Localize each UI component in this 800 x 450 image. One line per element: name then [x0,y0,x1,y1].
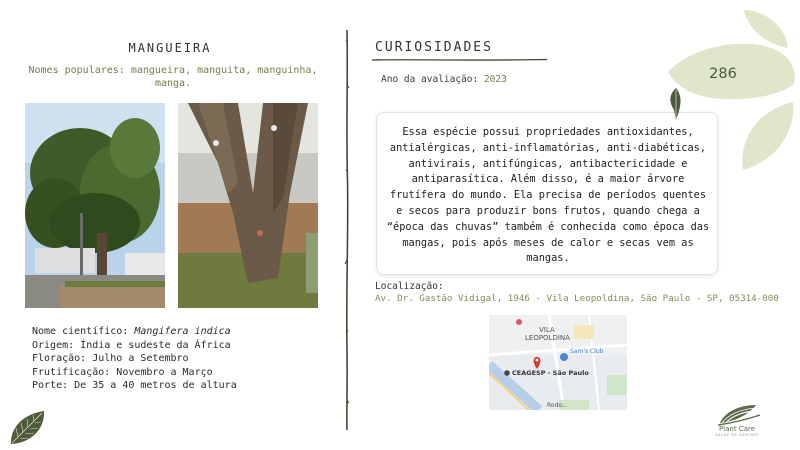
location-map[interactable] [489,315,627,410]
curiosity-text: Essa espécie possui propriedades antioxidantes, antialérgicas, anti-inflamatórias, anti-diabéticas, antivirais, antifúngicas, antibactericidade e antiparasítica. Além disso, é a maior árvore frutífera do mundo. Ela precisa de períodos quentes e secos para produzir bons frutos, quando chega a “época das chuvas” também é conhecida como época das mangas, pois após meses de calor e secas vem as mangas. [386,126,710,265]
location-address: Av. Dr. Gastão Vidigal, 1946 - Vila Leopoldina, São Paulo - SP, 05314-000 [375,293,779,304]
page-number-badge: 286 [709,66,737,82]
leaf-cluster-icon [668,0,800,185]
logo-name: Plant Care [718,425,756,433]
title-underline [372,58,547,62]
page-title: MANGUEIRA [128,41,212,55]
section-title-curiosities: CURIOSIDADES [375,40,493,55]
species-facts [32,325,237,393]
fact-origin: Origem: Índia e sudeste da África [32,339,231,351]
leaf-icon [8,408,48,448]
map-road-label: Rodo... [547,402,568,409]
evaluation-year: Ano da avaliação: 2023 [381,74,507,85]
logo-tagline: SAÚDE DE ÁRVORES [715,433,759,437]
tree-photo-full [25,103,165,308]
fact-flowering: Floração: Julho a Setembro [32,353,189,364]
map-district-label-2: LEOPOLDINA [525,334,570,342]
map-poi-ceagesp: CEAGESP - São Paulo [512,369,589,377]
tree-photo-trunk [178,103,318,308]
curiosity-card [376,112,718,275]
fact-size: Porte: De 35 a 40 metros de altura [32,380,237,391]
location-label: Localização: [375,281,444,292]
map-poi-sams: Sam's Club [570,348,604,355]
fact-fruiting: Frutificação: Novembro a Março [32,366,213,378]
column-divider [343,30,351,430]
fact-scientific-name: Nome científico: Mangifera indica [32,326,231,337]
map-district-label-1: VILA [539,326,555,334]
popular-names: Nomes populares: mangueira, manguita, manguinha, manga. [28,65,318,89]
